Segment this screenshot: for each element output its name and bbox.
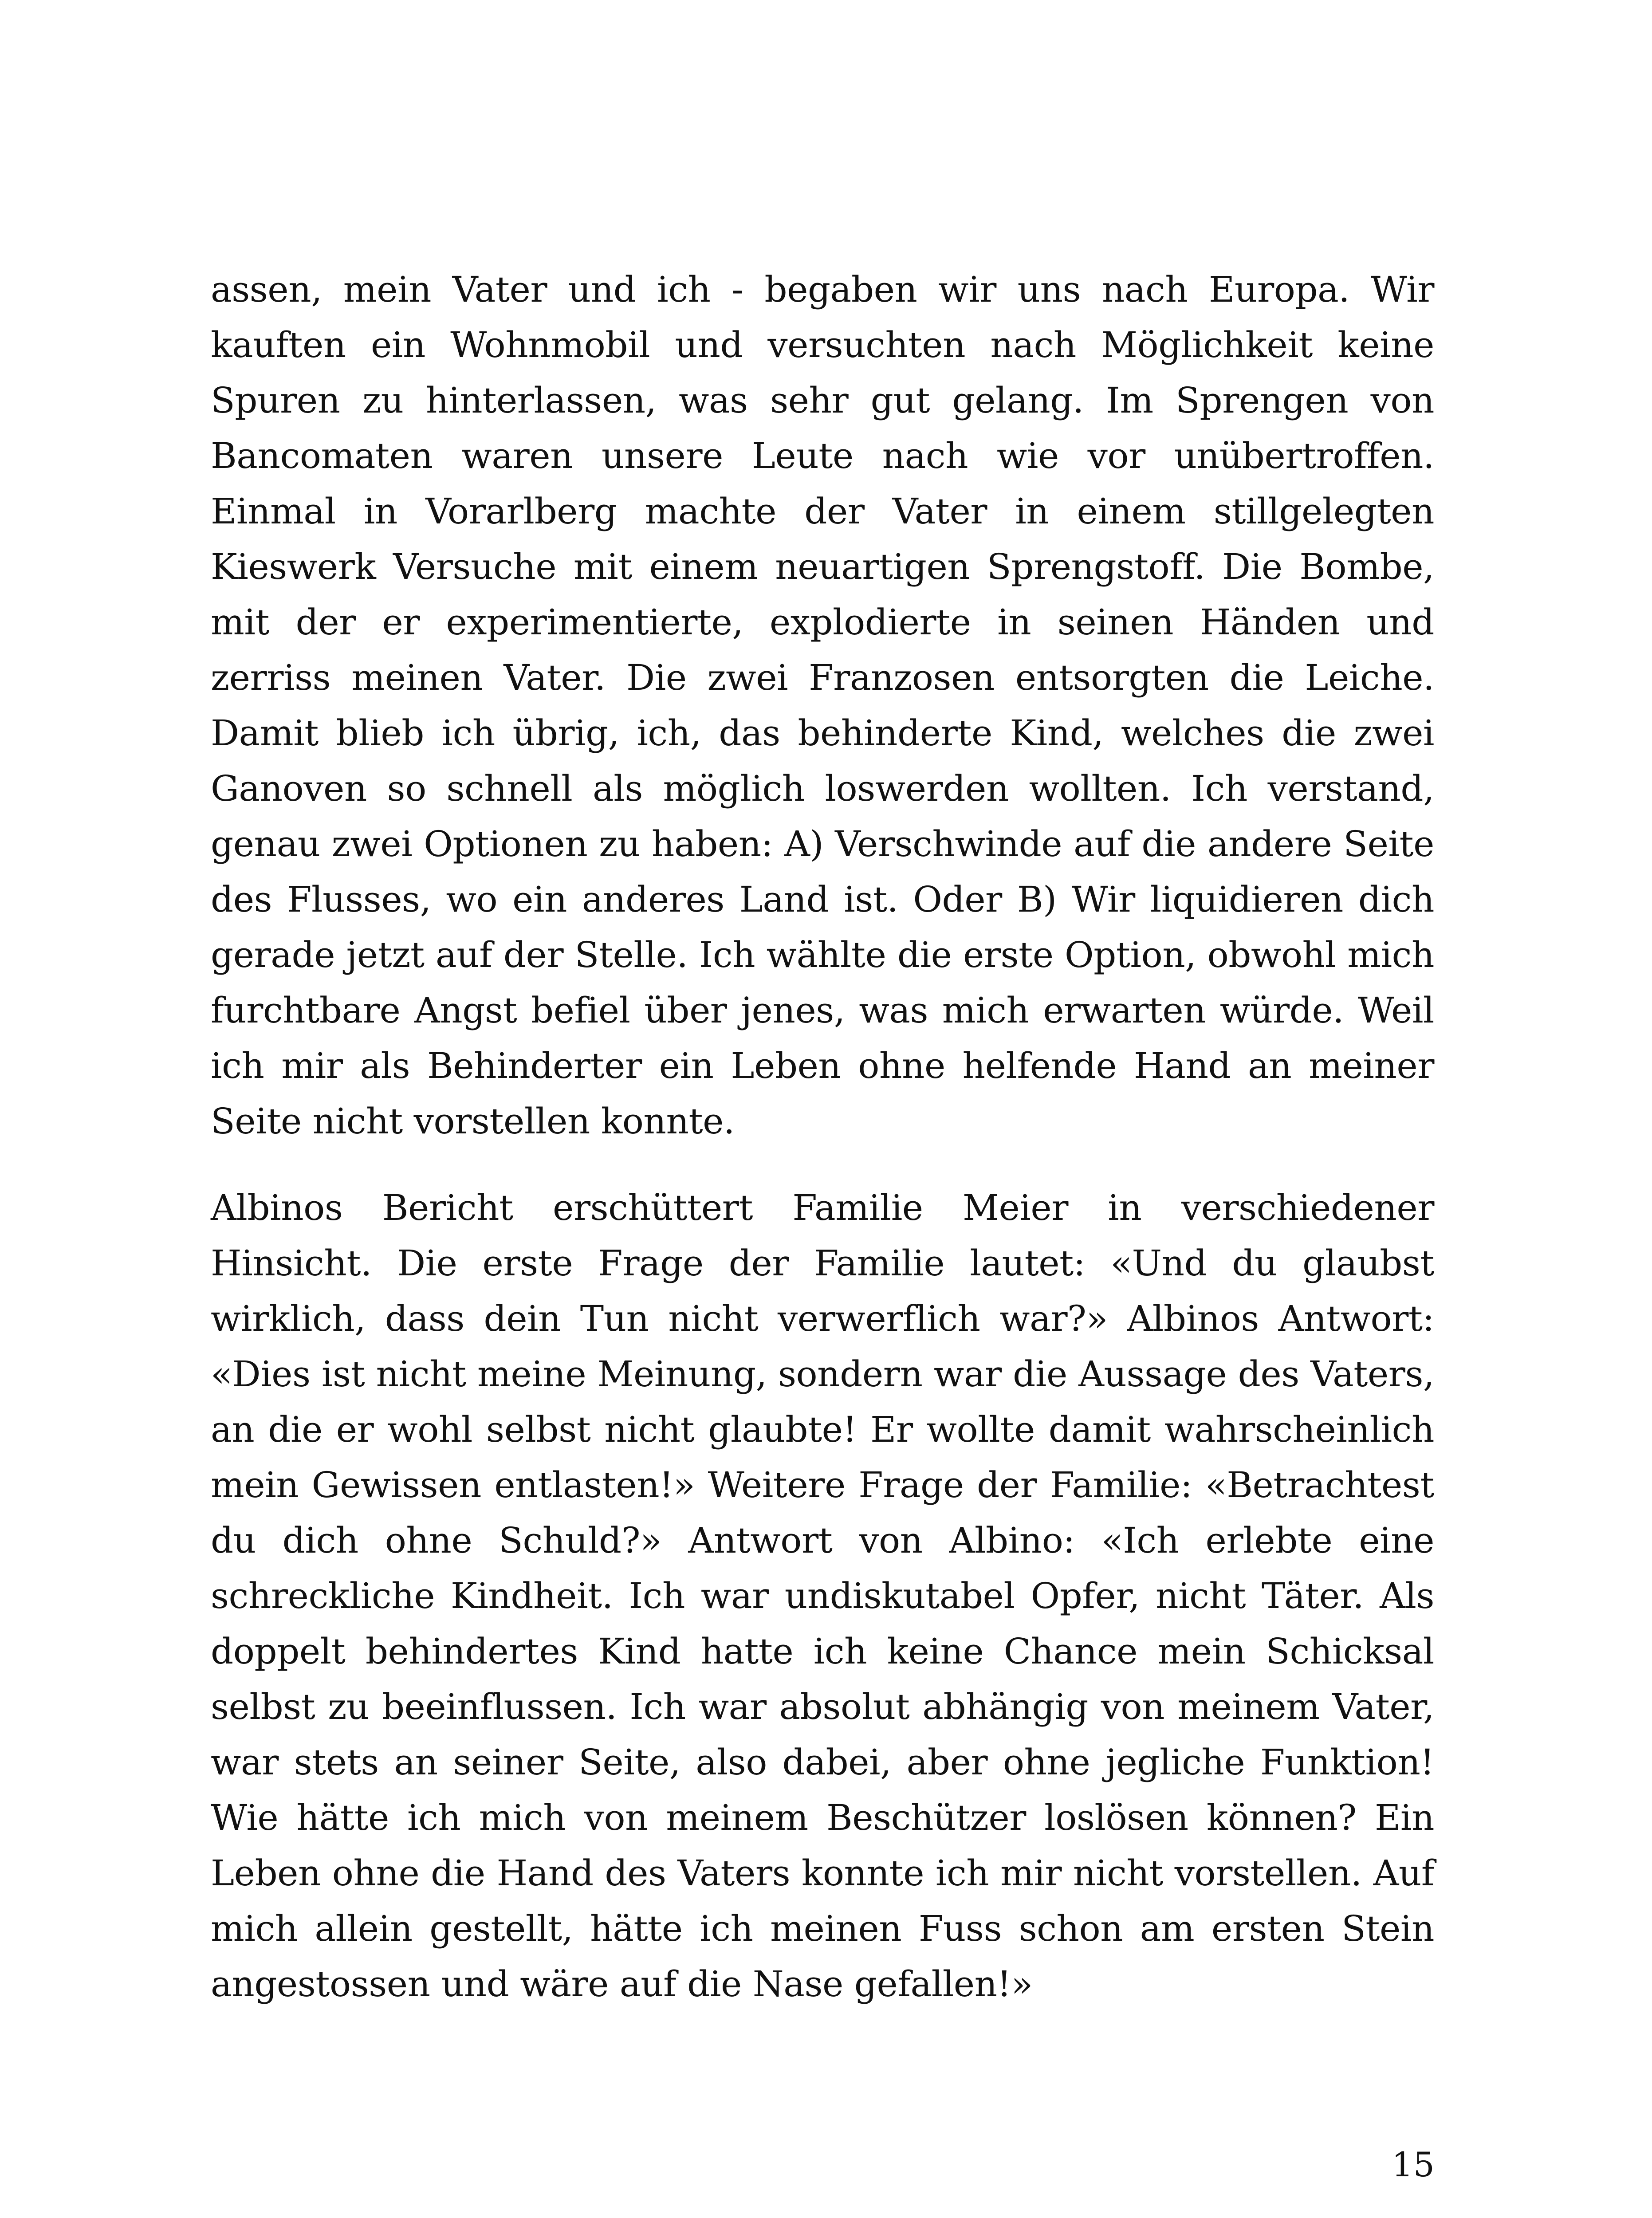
paragraph-2: Albinos Bericht erschüttert Familie Meier in verschiedener Hinsicht. Die erste Frage der Familie lautet: «Und du glaubst wirklich, dass dein Tun nicht verwerflich war?» Albinos Antwort: «Dies ist nicht meine Meinung, sondern war die Aussage des Vaters, an die er wohl selbst nicht glaubte! Er wollte damit wahrscheinlich mein Gewissen entlasten!» Weitere Frage der Familie: «Betrachtest du dich ohne Schuld?» Antwort von Albino: «Ich erlebte eine schreckliche Kindheit. Ich war undiskutabel Opfer, nicht Täter. Als doppelt behindertes Kind hatte ich keine Chance mein Schicksal selbst zu beeinflussen. Ich war absolut abhängig von meinem Vater, war stets an seiner Seite, also dabei, aber ohne jegliche Funktion! Wie hätte ich mich von meinem Beschützer loslösen können? Ein Leben ohne die Hand des Vaters konnte ich mir nicht vorstellen. Auf mich allein gestellt, hätte ich meinen Fuss schon am ersten Stein angestossen und wäre auf die Nase gefallen!»	[211, 1187, 1434, 2005]
page-number: 15	[1392, 2145, 1435, 2184]
paragraph-1: assen, mein Vater und ich - begaben wir uns nach Europa. Wir kauften ein Wohnmobil und versuchten nach Möglichkeit keine Spuren zu hinterlassen, was sehr gut gelang. Im Sprengen von Bancomaten waren unsere Leute nach wie vor unübertroffen. Einmal in Vorarlberg machte der Vater in einem stillgelegten Kieswerk Versuche mit einem neuartigen Sprengstoff. Die Bombe, mit der er experimentierte, explodierte in seinen Händen und zerriss meinen Vater. Die zwei Franzosen entsorgten die Leiche. Damit blieb ich übrig, ich, das behinderte Kind, welches die zwei Ganoven so schnell als möglich loswerden wollten. Ich verstand, genau zwei Optionen zu haben: A) Verschwinde auf die andere Seite des Flusses, wo ein anderes Land ist. Oder B) Wir liquidieren dich gerade jetzt auf der Stelle. Ich wählte die erste Option, obwohl mich furchtbare Angst befiel über jenes, was mich erwarten würde. Weil ich mir als Behinderter ein Leben ohne helfende Hand an meiner Seite nicht vorstellen konnte.	[211, 269, 1434, 1142]
